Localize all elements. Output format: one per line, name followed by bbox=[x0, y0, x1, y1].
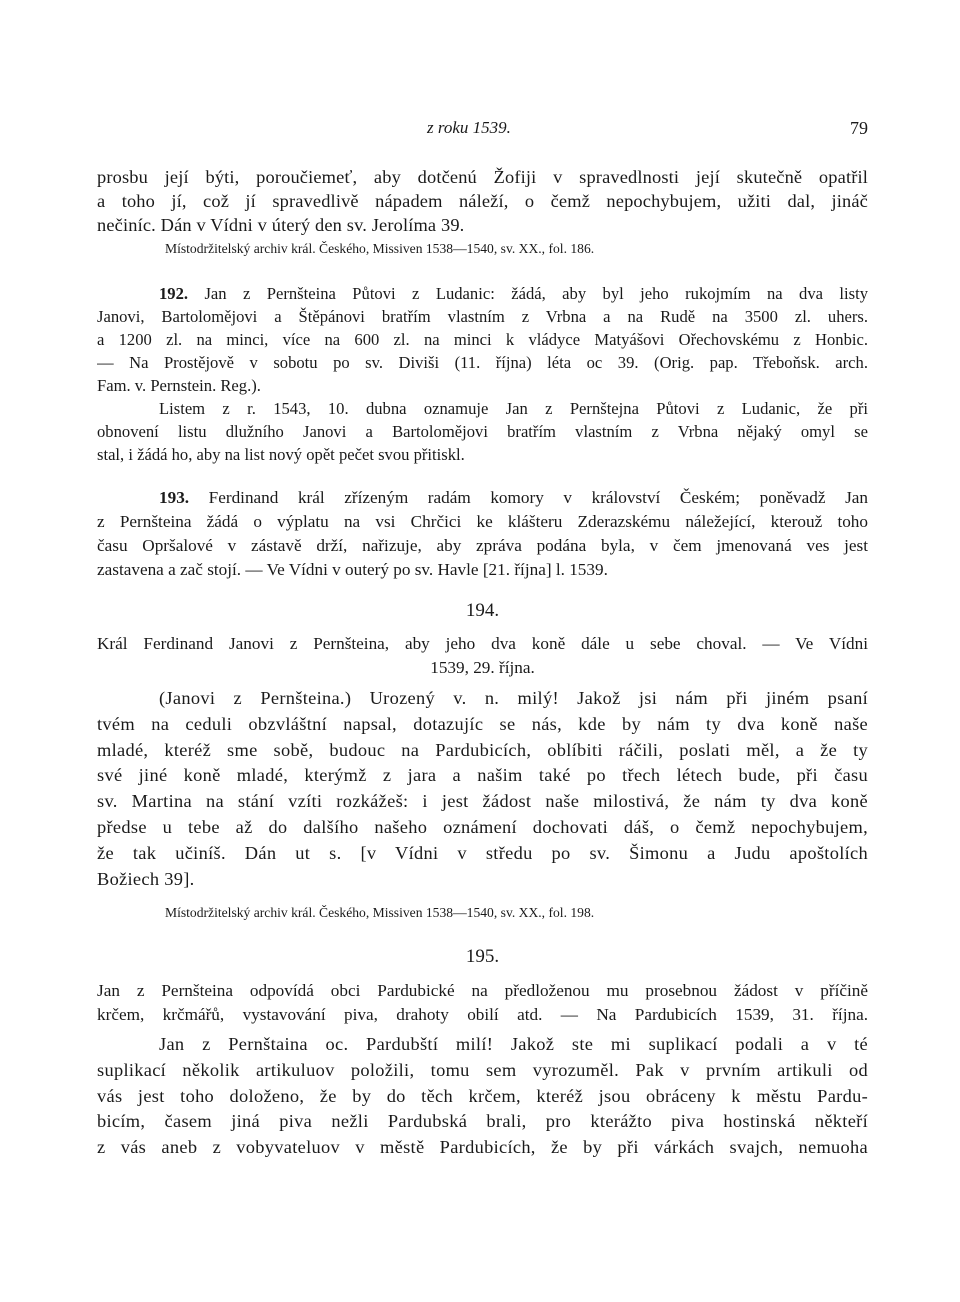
entry-193 bbox=[97, 486, 868, 582]
entry-number: 192. bbox=[159, 284, 189, 303]
text-line bbox=[97, 282, 868, 305]
text-line: prosbu její býti, poroučiemeť, aby dotčenú Žofiji v spravedlnosti její skutečně opatřil bbox=[97, 167, 868, 187]
text-line: a 1200 zl. na minci, více na 600 zl. na minci k vládyce Matyášovi Ořechovskému z Honbic. bbox=[97, 330, 868, 349]
text-line: sv. Martina na stání vzíti rozkážeš: i jest žádost naše milostivá, že nám ty dva koně bbox=[97, 791, 868, 812]
entry-summary: Ferdinand král zřízeným radám komory v království Českém; poněvadž Jan bbox=[208, 488, 868, 507]
text-line: z Pernšteina žádá o výplatu na vsi Chrčici ke klášteru Zderazskému náležející, kterouž toho bbox=[97, 512, 868, 531]
text-line: Fam. v. Pernstein. Reg.). bbox=[97, 376, 261, 395]
text-line: Král Ferdinand Janovi z Pernšteina, aby jeho dva koně dále u sebe choval. — Ve Vídni bbox=[97, 634, 868, 653]
entry-summary: Jan z Pernšteina Půtovi z Ludanic: žádá, aby byl jeho rukojmím na dva listy bbox=[204, 284, 868, 303]
text-line: obnovení listu dlužního Janovi a Bartolomějovi bratřím vlastním z Vrbna nějaký omyl se bbox=[97, 422, 868, 441]
text-line: stal, i žádá ho, aby na list nový opět pečet svou přitiskl. bbox=[97, 445, 465, 464]
entry-heading-194: 194. bbox=[465, 600, 500, 621]
text-line: — Na Prostějově v sobotu po sv. Diviši (11. října) léta oc 39. (Orig. pap. Třeboňsk. arch. bbox=[97, 353, 868, 372]
source-line: Místodržitelský archiv král. Českého, Missiven 1538—1540, sv. XX., fol. 186. bbox=[165, 241, 595, 256]
text-line: Jan z Pernštaina oc. Pardubští milí! Jakož ste mi suplikací podali a v té bbox=[159, 1034, 868, 1054]
text-line: své jiné koně mladé, kterýmž z jara a našim také po třech létech bude, při času bbox=[97, 765, 868, 786]
text-line: nečiníc. Dán v Vídni v úterý den sv. Jerolíma 39. bbox=[97, 215, 465, 235]
text-line: a toho jí, což jí spravedlivě nápadem náleží, o čemž nepochybujem, užiti dal, jináč bbox=[97, 191, 868, 211]
archive-source bbox=[97, 903, 868, 923]
entry-192 bbox=[97, 282, 868, 466]
text-line: času Opršalové v zástavě drží, nařizuje, aby zpráva podána byla, v čem jmenovaná ves jest bbox=[97, 536, 868, 555]
text-line bbox=[97, 486, 868, 510]
entry-heading-195: 195. bbox=[465, 946, 500, 967]
text-line: vás jest toho doloženo, že by do těch krčem, kteréž jsou obráceny k městu Pardu- bbox=[97, 1085, 868, 1106]
page-number: 79 bbox=[850, 118, 868, 138]
source-line: Místodržitelský archiv král. Českého, Missiven 1538—1540, sv. XX., fol. 198. bbox=[165, 905, 595, 920]
continued-paragraph bbox=[97, 165, 868, 237]
text-line: Janovi, Bartolomějovi a Štěpánovi bratřím vlastním z Vrbna a na Rudě na 3500 zl. uhers. bbox=[97, 307, 868, 326]
entry-194-letter bbox=[97, 686, 868, 892]
archive-source bbox=[97, 239, 868, 259]
entry-195-letter bbox=[97, 1032, 868, 1161]
text-line: (Janovi z Pernšteina.) Urozený v. n. milý! Jakož jsi nám při jiném psaní bbox=[159, 688, 868, 708]
running-head: z roku 1539. bbox=[427, 118, 511, 137]
text-line: že tak učiníš. Dán ut s. [v Vídni v středu po sv. Šimonu a Judu apoštolích bbox=[97, 842, 868, 863]
text-line: 1539, 29. října. bbox=[430, 658, 535, 677]
text-line: předse u tebe až do dalšího našeho oznámení dochovati dáš, o čemž nepochybujem, bbox=[97, 816, 868, 837]
text-line: zastavena a zač stojí. — Ve Vídni v outerý po sv. Havle [21. října] l. 1539. bbox=[97, 560, 608, 579]
page-header bbox=[97, 118, 868, 142]
text-line: Listem z r. 1543, 10. dubna oznamuje Jan z Pernštejna Půtovi z Ludanic, že při bbox=[159, 399, 868, 418]
entry-195-summary bbox=[97, 979, 868, 1027]
text-line: bicím, časem jiná piva nežli Pardubská brali, pro kterážto piva hostinská někteří bbox=[97, 1111, 868, 1132]
entry-number: 193. bbox=[159, 488, 190, 507]
text-line: z vás aneb z vobyvateluov v městě Pardubicích, že by při várkách svajch, nemuoha bbox=[97, 1137, 868, 1158]
entry-194-summary bbox=[97, 632, 868, 680]
text-line: tvém na ceduli obzvláštní napsal, dotazujíc se nás, kde by nám ty dva koně naše bbox=[97, 713, 868, 734]
text-line: Jan z Pernšteina odpovídá obci Pardubické na předloženou mu prosebnou žádost v příčině bbox=[97, 981, 868, 1000]
text-line: mladé, kteréž sme sobě, budouc na Pardubicích, oblíbiti ráčili, poslati měl, a že ty bbox=[97, 739, 868, 760]
text-line: Božiech 39]. bbox=[97, 868, 195, 889]
text-line: suplikací několik artikuluov položili, tomu sem vyrozuměl. Pak v prvním artikuli od bbox=[97, 1059, 868, 1080]
text-line: krčem, krčmářů, vystavování piva, drahoty obilí atd. — Na Pardubicích 1539, 31. října. bbox=[97, 1005, 868, 1024]
